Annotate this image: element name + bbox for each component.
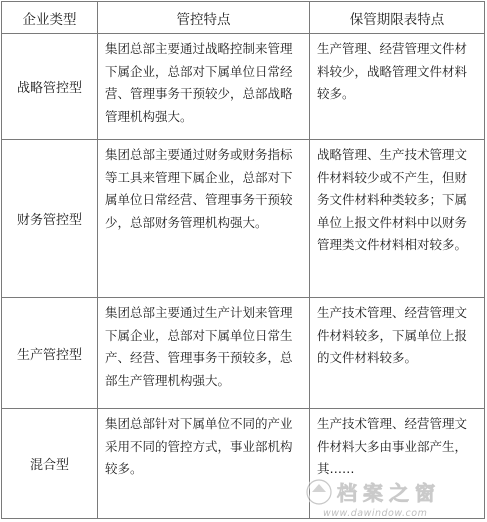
enterprise-type-cell: 生产管控型 bbox=[2, 298, 98, 409]
enterprise-type-cell: 财务管控型 bbox=[2, 140, 98, 298]
table-row bbox=[2, 34, 485, 140]
control-features-cell: 集团总部针对下属单位不同的产业采用不同的管控方式，事业部机构较多。 bbox=[98, 409, 310, 519]
retention-features-cell: 战略管理、生产技术管理文件材料较少或不产生，但财务文件材料种类较多；下属单位上报文件材料中以财务管理类文件材料相对较多。 bbox=[310, 140, 485, 298]
enterprise-type-cell: 战略管控型 bbox=[2, 34, 98, 140]
enterprise-type-cell: 混合型 bbox=[2, 409, 98, 519]
retention-features-cell: 生产技术管理、经营管理文件材料较多，下属单位上报的文件材料较多。 bbox=[310, 298, 485, 409]
header-control-features: 管控特点 bbox=[98, 2, 310, 34]
control-features-cell: 集团总部主要通过生产计划来管理下属企业，总部对下属单位日常生产、经营、管理事务干预较多，总部生产管理机构强大。 bbox=[98, 298, 310, 409]
table-row bbox=[2, 409, 485, 519]
svg-text:www.dawindow.com: www.dawindow.com bbox=[323, 508, 428, 519]
retention-features-cell: 生产管理、经营管理文件材料较少，战略管理文件材料较多。 bbox=[310, 34, 485, 140]
control-features-cell: 集团总部主要通过战略控制来管理下属企业，总部对下属单位日常经营、管理事务干预较少，总部战略管理机构强大。 bbox=[98, 34, 310, 140]
table-row bbox=[2, 140, 485, 298]
retention-features-cell: 生产技术管理、经营管理文件材料大多由事业部产生，其…… bbox=[310, 409, 485, 519]
header-retention-features: 保管期限表特点 bbox=[310, 2, 485, 34]
header-row bbox=[2, 2, 485, 34]
comparison-table bbox=[1, 1, 485, 519]
control-features-cell: 集团总部主要通过财务或财务指标等工具来管理下属企业，总部对下属单位日常经营、管理事务干预较少，总部财务管理机构强大。 bbox=[98, 140, 310, 298]
table-row bbox=[2, 298, 485, 409]
svg-text:档案之窗: 档案之窗 bbox=[337, 481, 441, 505]
header-enterprise-type: 企业类型 bbox=[2, 2, 98, 34]
